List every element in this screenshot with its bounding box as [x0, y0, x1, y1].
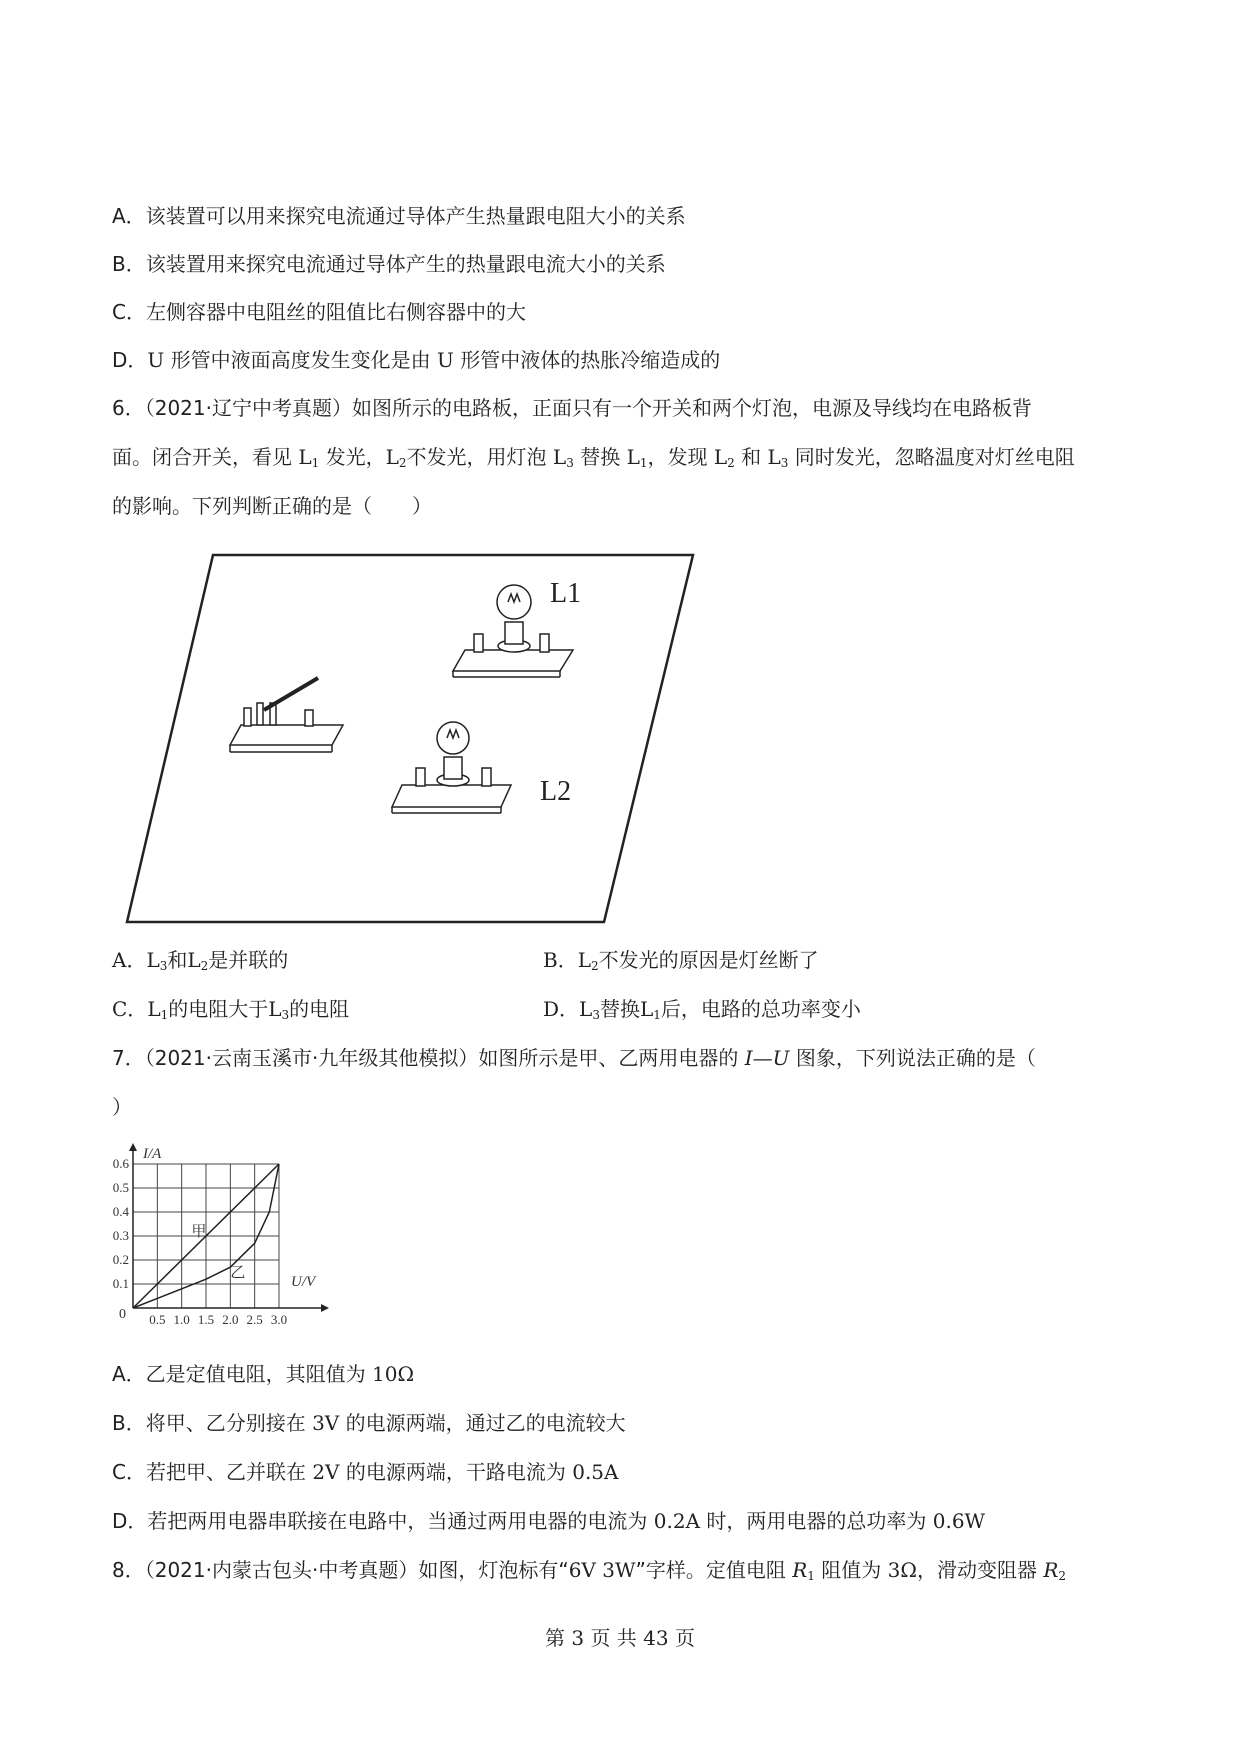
q5-option-d — [112, 346, 720, 374]
subscript: 2 — [200, 959, 209, 973]
q7-text: 时，两用电器的总功率为 — [700, 1509, 933, 1533]
x-axis-label: U/V — [291, 1274, 316, 1290]
q7-stem-line1 — [112, 1044, 1036, 1072]
q7-text: A．乙是定值电阻，其阻值为 — [112, 1362, 373, 1386]
value: 10Ω — [372, 1362, 415, 1386]
x-tick-label: 1.0 — [173, 1312, 190, 1327]
lamp-l2-label: L2 — [540, 776, 572, 807]
q6-option-label: D． — [543, 997, 580, 1021]
symbol-l: L — [187, 948, 201, 972]
symbol-l: L — [639, 997, 654, 1021]
q6-text: 同时发光，忽略温度对灯丝电阻 — [788, 445, 1075, 469]
q5-option-d-text: 形管中液体的热胀冷缩造成的 — [453, 348, 721, 372]
value: 6V 3W — [568, 1558, 636, 1582]
value: 3V — [312, 1411, 340, 1435]
u-symbol: U — [147, 348, 165, 372]
q8-text: ，滑动变阻器 — [916, 1558, 1044, 1582]
q6-text: 不发光，用灯泡 — [406, 445, 553, 469]
symbol-l: L — [147, 997, 161, 1021]
y-axis-arrow-icon — [129, 1143, 137, 1151]
q6-text: 替换 — [573, 445, 627, 469]
subscript: 3 — [159, 959, 168, 973]
y-tick-label: 0.4 — [112, 1204, 129, 1219]
q6-text: 是并联的 — [208, 948, 289, 972]
iu-chart — [108, 1140, 358, 1345]
q6-option-c — [112, 995, 349, 1029]
q7-text: 的电源两端，通过乙的电流较大 — [339, 1411, 626, 1435]
origin-label: 0 — [119, 1307, 126, 1322]
series-label-yi: 乙 — [230, 1264, 246, 1281]
q7-text: 7．（2021·云南玉溪市·九年级其他模拟）如图所示是甲、乙两用电器的 — [112, 1046, 745, 1070]
symbol-r: R — [792, 1558, 808, 1582]
symbol-l3: $L_3$ — [552, 445, 574, 470]
symbol-l: L — [146, 948, 160, 972]
q6-text: 的电阻 — [289, 997, 350, 1021]
y-tick-label: 0.6 — [112, 1156, 129, 1171]
q5-option-c: C．左侧容器中电阻丝的阻值比右侧容器中的大 — [112, 300, 526, 324]
series-label-jia: 甲 — [191, 1224, 207, 1240]
q6-text: 和 — [167, 948, 188, 972]
q6-option-label: A． — [112, 948, 147, 972]
q7-text: C．若把甲、乙并联在 — [112, 1460, 313, 1484]
q7-text: 图象，下列说法正确的是（ — [789, 1046, 1036, 1070]
q8-text: ”字样。定值电阻 — [635, 1558, 793, 1582]
q7-text: B．将甲、乙分别接在 — [112, 1411, 313, 1435]
q7-stem-line2: ） — [112, 1095, 132, 1119]
y-tick-label: 0.5 — [112, 1180, 129, 1195]
symbol-l: L — [577, 948, 591, 972]
lamp-l1-label: L1 — [550, 578, 582, 609]
subscript: 1 — [807, 1569, 815, 1583]
page-footer: 第 3 页 共 43 页 — [545, 1626, 695, 1650]
value: 0.6W — [932, 1509, 986, 1533]
symbol-l2: $L_2$ — [713, 445, 735, 470]
q7-option-b — [112, 1409, 626, 1437]
q6-text: 后，电路的总功率变小 — [660, 997, 861, 1021]
symbol-r: R — [1043, 1558, 1059, 1582]
q8-text: 8．（2021·内蒙古包头·中考真题）如图，灯泡标有“ — [112, 1558, 569, 1582]
q5-option-a: A．该装置可以用来探究电流通过导体产生热量跟电阻大小的关系 — [112, 204, 686, 228]
circuit-board — [127, 555, 693, 922]
q6-option-d — [543, 995, 861, 1029]
value: 3Ω — [887, 1558, 917, 1582]
q6-text: 不发光的原因是灯丝断了 — [598, 948, 819, 972]
x-tick-label: 0.5 — [149, 1312, 166, 1327]
q7-text: D．若把两用电器串联接在电路中，当通过两用电器的电流为 — [112, 1509, 654, 1533]
x-tick-label: 3.0 — [270, 1312, 288, 1327]
y-tick-label: 0.2 — [112, 1252, 129, 1267]
q6-text: 和 — [734, 445, 768, 469]
symbol-l1: $L_1$ — [298, 445, 320, 470]
q6-text: 的电阻大于 — [168, 997, 269, 1021]
symbol-l2: $L_2$ — [385, 445, 407, 470]
y-tick-label: 0.1 — [112, 1276, 129, 1291]
value: 0.2A — [653, 1509, 701, 1533]
subscript: 3 — [281, 1008, 290, 1022]
q6-text: 替换 — [599, 997, 640, 1021]
q5-option-b: B．该装置用来探究电流通过导体产生的热量跟电流大小的关系 — [112, 252, 666, 276]
q6-stem-line2 — [112, 443, 1075, 477]
q6-stem-line1: 6．（2021·辽宁中考真题）如图所示的电路板，正面只有一个开关和两个灯泡，电源及导线均在电路板背 — [112, 396, 1032, 420]
q8-stem-line1 — [112, 1556, 1066, 1590]
q7-text: 的电源两端，干路电流为 — [339, 1460, 573, 1484]
q6-stem-line3: 的影响。下列判断正确的是（ ） — [112, 494, 432, 518]
value: 0.5A — [572, 1460, 619, 1484]
q6-option-label: C． — [112, 997, 148, 1021]
value: 2V — [312, 1460, 340, 1484]
q7-option-c — [112, 1458, 618, 1486]
subscript: 2 — [590, 959, 599, 973]
symbol-l1: $L_1$ — [626, 445, 648, 470]
x-tick-label: 2.5 — [246, 1312, 263, 1327]
q7-option-d — [112, 1507, 985, 1535]
symbol-i: I — [744, 1046, 753, 1070]
u-symbol: U — [436, 348, 454, 372]
x-tick-label: 2.0 — [222, 1312, 239, 1327]
q5-option-d-label: D． — [112, 348, 148, 372]
y-axis-label: I/A — [143, 1146, 162, 1162]
q6-text: 发光， — [319, 445, 386, 469]
q8-text: 阻值为 — [814, 1558, 888, 1582]
symbol-u: U — [772, 1046, 790, 1070]
q6-option-b — [543, 946, 819, 980]
symbol-l: L — [579, 997, 593, 1021]
circuit-board-figure — [120, 550, 700, 930]
symbol-l3: $L_3$ — [767, 445, 789, 470]
q6-text: 面。闭合开关，看见 — [112, 445, 299, 469]
q6-text: ，发现 — [647, 445, 714, 469]
y-tick-label: 0.3 — [112, 1228, 129, 1243]
q7-option-a — [112, 1360, 414, 1388]
symbol-l: L — [268, 997, 282, 1021]
x-axis-arrow-icon — [321, 1304, 329, 1312]
subscript: 1 — [160, 1008, 169, 1022]
x-tick-label: 1.5 — [197, 1312, 215, 1327]
q5-option-d-text: 形管中液面高度发生变化是由 — [164, 348, 437, 372]
subscript: 3 — [592, 1008, 600, 1022]
dash: — — [752, 1046, 773, 1070]
q6-option-label: B． — [543, 948, 578, 972]
subscript: 2 — [1058, 1569, 1067, 1583]
q6-option-a — [112, 946, 288, 980]
subscript: 1 — [653, 1008, 661, 1022]
